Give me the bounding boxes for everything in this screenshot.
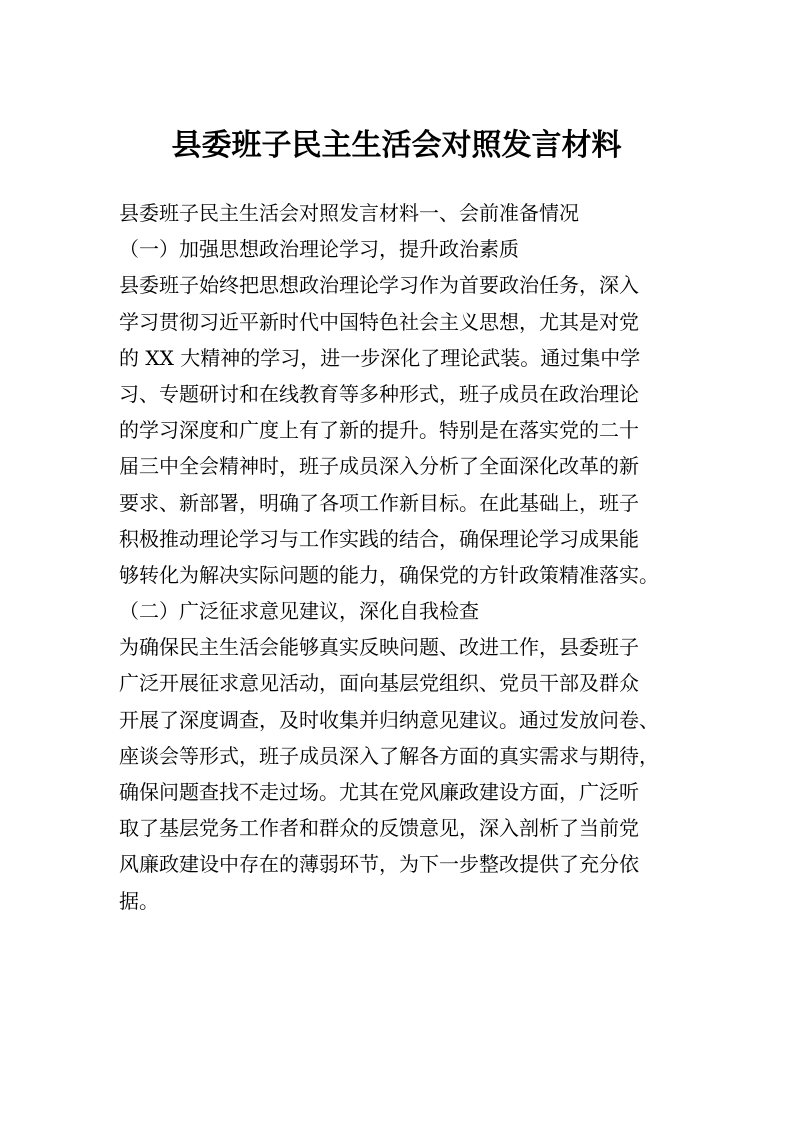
body-line: 县委班子始终把思想政治理论学习作为首要政治任务，深入 [119,273,639,298]
body-line: 据。 [119,888,159,913]
body-line: 积极推动理论学习与工作实践的结合，确保理论学习成果能 [119,526,639,551]
body-line: 座谈会等形式，班子成员深入了解各方面的真实需求与期待， [119,743,659,768]
document-title: 县委班子民主生活会对照发言材料 [171,128,622,163]
body-line: 开展了深度调查，及时收集并归纳意见建议。通过发放问卷、 [119,707,659,732]
body-line: （二）广泛征求意见建议，深化自我检查 [119,599,479,624]
body-line: 广泛开展征求意见活动，面向基层党组织、党员干部及群众 [119,671,639,696]
document-body [119,195,687,919]
body-line: 为确保民主生活会能够真实反映问题、改进工作，县委班子 [119,635,639,660]
body-line: 县委班子民主生活会对照发言材料一、会前准备情况 [119,201,579,225]
body-line: 届三中全会精神时，班子成员深入分析了全面深化改革的新 [119,454,639,479]
body-line: 的 XX 大精神的学习，进一步深化了理论武装。通过集中学 [119,345,641,370]
body-line: 要求、新部署，明确了各项工作新目标。在此基础上，班子 [119,490,639,515]
body-line: （一）加强思想政治理论学习，提升政治素质 [119,237,519,262]
body-line: 风廉政建设中存在的薄弱环节，为下一步整改提供了充分依 [119,852,639,877]
body-line: 够转化为解决实际问题的能力，确保党的方针政策精准落实。 [119,562,659,587]
body-line: 取了基层党务工作者和群众的反馈意见，深入剖析了当前党 [119,816,639,841]
body-line: 的学习深度和广度上有了新的提升。特别是在落实党的二十 [119,418,639,443]
body-line: 习、专题研讨和在线教育等多种形式，班子成员在政治理论 [119,381,639,406]
body-line: 学习贯彻习近平新时代中国特色社会主义思想，尤其是对党 [119,309,639,334]
body-line: 确保问题查找不走过场。尤其在党风廉政建设方面，广泛听 [119,780,639,804]
